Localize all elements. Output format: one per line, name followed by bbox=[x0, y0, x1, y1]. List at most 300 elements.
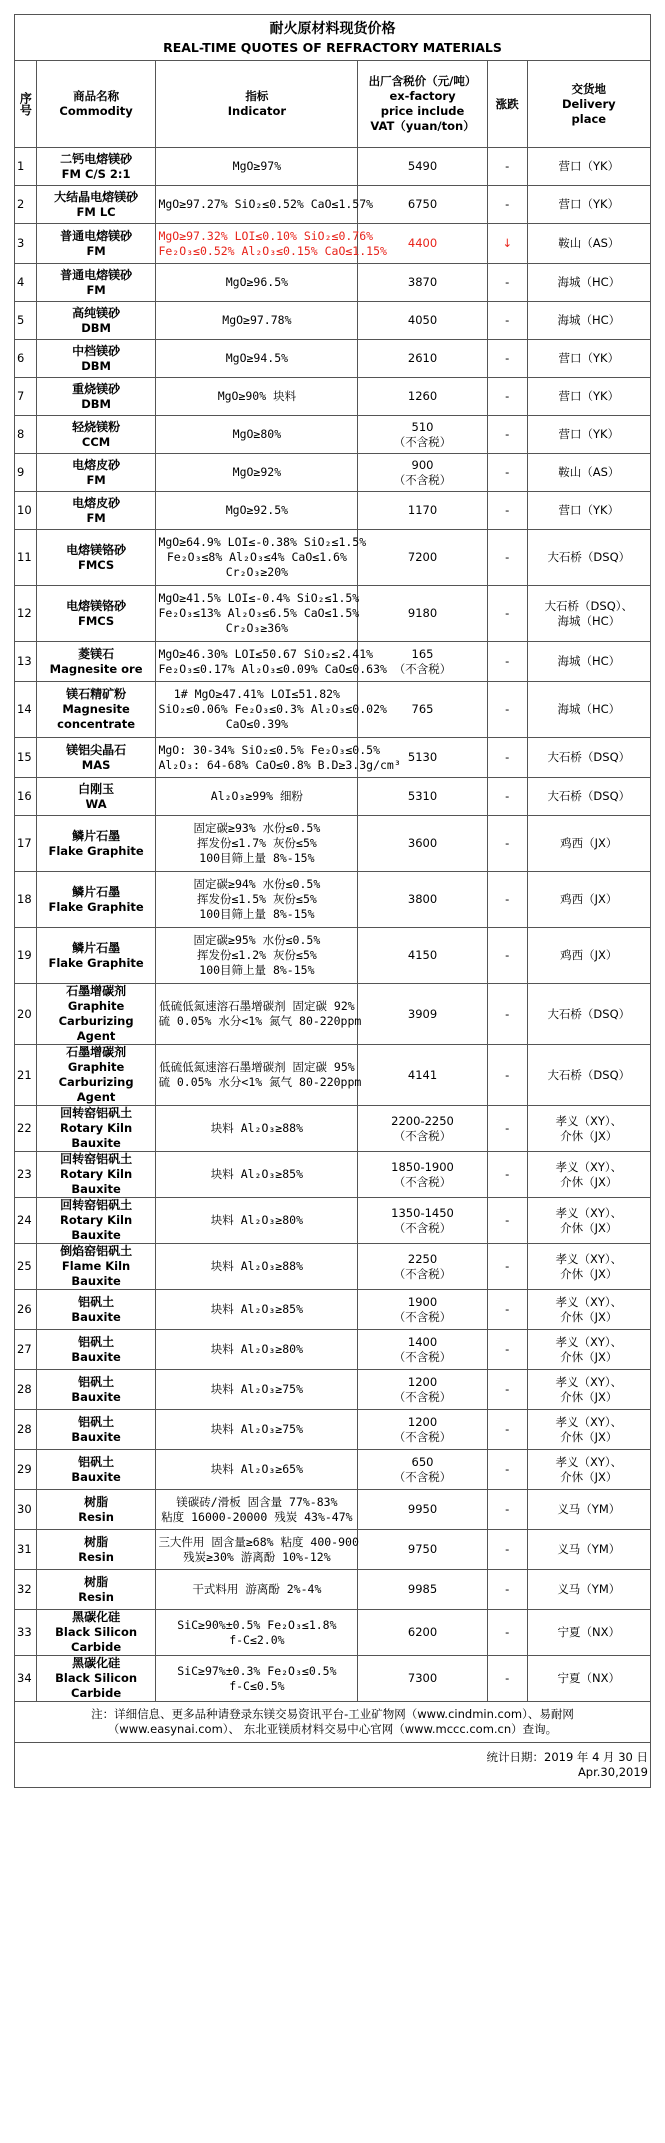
price-cell bbox=[358, 378, 487, 416]
row-index: 32 bbox=[17, 1582, 32, 1596]
indicator-line: 挥发份≤1.5% 灰份≤5% bbox=[196, 892, 317, 906]
table-row bbox=[15, 224, 651, 264]
change-value: - bbox=[505, 465, 510, 479]
delivery-place: 义马（YM） bbox=[557, 1542, 621, 1556]
row-index: 28 bbox=[17, 1382, 32, 1396]
place-cell bbox=[527, 416, 650, 454]
delivery-place: 营口（YK） bbox=[558, 389, 620, 403]
indicator-line: Cr₂O₃≥20% bbox=[225, 565, 289, 579]
price-cell bbox=[358, 1450, 487, 1490]
commodity-name-cn: 铝矾土 bbox=[78, 1294, 115, 1309]
change-value: - bbox=[505, 503, 510, 517]
commodity-cell bbox=[36, 1106, 156, 1152]
place-cell bbox=[527, 454, 650, 492]
row-index: 7 bbox=[17, 389, 25, 403]
delivery-place: 海城（HC） bbox=[557, 654, 621, 668]
indicator-line: 块料 Al₂O₃≥75% bbox=[210, 1422, 304, 1436]
place-cell bbox=[527, 816, 650, 872]
delivery-place: 介休（JX） bbox=[560, 1266, 618, 1281]
index-cell bbox=[15, 492, 37, 530]
indicator-cell bbox=[156, 186, 374, 224]
change-value: - bbox=[505, 550, 510, 564]
header-price-line: VAT（yuan/ton） bbox=[370, 119, 475, 133]
delivery-place: 宁夏（NX） bbox=[557, 1625, 621, 1639]
price-value: 5490 bbox=[407, 159, 438, 173]
index-cell bbox=[15, 530, 37, 586]
delivery-place: 孝义（XY）、 bbox=[555, 1159, 623, 1174]
change-cell bbox=[487, 1656, 527, 1702]
index-cell bbox=[15, 1045, 37, 1106]
delivery-place: 宁夏（NX） bbox=[557, 1671, 621, 1685]
indicator-line: Al₂O₃: 64-68% CaO≤0.8% B.D≥3.3g/cm³ bbox=[158, 757, 401, 772]
change-cell bbox=[487, 1490, 527, 1530]
table-row bbox=[15, 1106, 651, 1152]
indicator-cell bbox=[156, 1450, 358, 1490]
indicator-line: 块料 Al₂O₃≥80% bbox=[210, 1213, 304, 1227]
commodity-name-en: Black Silicon Carbide bbox=[55, 1671, 138, 1700]
price-cell bbox=[358, 1290, 487, 1330]
commodity-name-en: Magnesite ore bbox=[49, 661, 143, 676]
commodity-name-en: Resin bbox=[78, 1589, 114, 1604]
place-cell bbox=[527, 1370, 650, 1410]
header-place-cn: 交货地 bbox=[571, 81, 607, 96]
indicator-cell bbox=[156, 1152, 358, 1198]
change-value: - bbox=[505, 1671, 510, 1685]
indicator-line: MgO: 30-34% SiO₂≤0.5% Fe₂O₃≤0.5% bbox=[158, 742, 380, 757]
indicator-line: MgO≥97% bbox=[232, 159, 282, 173]
table-row bbox=[15, 682, 651, 738]
row-index: 12 bbox=[17, 606, 32, 620]
delivery-place: 海城（HC） bbox=[557, 313, 621, 327]
change-cell bbox=[487, 1410, 527, 1450]
delivery-place: 介休（JX） bbox=[560, 1389, 618, 1404]
indicator-cell bbox=[156, 1290, 358, 1330]
commodity-name-cn: 白刚玉 bbox=[78, 781, 115, 796]
place-cell bbox=[527, 340, 650, 378]
place-cell bbox=[527, 148, 650, 186]
row-index: 19 bbox=[17, 948, 32, 962]
commodity-cell bbox=[36, 872, 156, 928]
note-row bbox=[15, 1702, 651, 1743]
price-value: 3800 bbox=[407, 892, 438, 906]
commodity-cell bbox=[36, 1570, 156, 1610]
place-cell bbox=[527, 1106, 650, 1152]
indicator-line: SiO₂≤0.06% Fe₂O₃≤0.3% Al₂O₃≤0.02% bbox=[158, 702, 387, 716]
price-value: 1850-1900 bbox=[391, 1159, 454, 1174]
price-value: （不含税） bbox=[393, 1128, 452, 1143]
commodity-cell bbox=[36, 492, 156, 530]
header-price-line: price include bbox=[380, 104, 465, 118]
commodity-cell bbox=[36, 148, 156, 186]
commodity-cell bbox=[36, 642, 156, 682]
row-index: 6 bbox=[17, 351, 25, 365]
change-cell bbox=[487, 530, 527, 586]
commodity-name-en: Bauxite bbox=[71, 1309, 121, 1324]
table-row bbox=[15, 872, 651, 928]
row-index: 2 bbox=[17, 197, 25, 211]
indicator-line: 干式料用 游离酚 2%-4% bbox=[192, 1582, 322, 1596]
price-cell bbox=[358, 1656, 487, 1702]
price-value: 765 bbox=[411, 702, 434, 716]
indicator-line: Al₂O₃≥99% 细粉 bbox=[210, 789, 304, 803]
header-index-label: 序号 bbox=[18, 92, 33, 116]
indicator-line: f-C≤0.5% bbox=[229, 1678, 285, 1693]
table-row bbox=[15, 738, 651, 778]
commodity-name-en: Black Silicon Carbide bbox=[55, 1625, 138, 1654]
place-cell bbox=[527, 1656, 650, 1702]
row-index: 18 bbox=[17, 892, 32, 906]
table-row bbox=[15, 1152, 651, 1198]
delivery-place: 大石桥（DSQ） bbox=[547, 1067, 631, 1082]
commodity-name-cn: 电熔镁铬砂 bbox=[66, 598, 127, 613]
place-cell bbox=[527, 1152, 650, 1198]
indicator-cell bbox=[156, 642, 387, 682]
change-cell bbox=[487, 1106, 527, 1152]
price-value: 3600 bbox=[407, 836, 438, 850]
price-value: 9985 bbox=[407, 1582, 438, 1596]
commodity-cell bbox=[36, 738, 156, 778]
change-cell bbox=[487, 302, 527, 340]
change-cell bbox=[487, 264, 527, 302]
delivery-place: 义马（YM） bbox=[557, 1502, 621, 1516]
stat-cell bbox=[15, 1743, 651, 1788]
place-cell bbox=[527, 1330, 650, 1370]
delivery-place: 鞍山（AS） bbox=[558, 236, 620, 250]
price-cell bbox=[358, 264, 487, 302]
indicator-line: SiC≥90%±0.5% Fe₂O₃≤1.8% bbox=[177, 1617, 337, 1632]
change-cell bbox=[487, 738, 527, 778]
index-cell bbox=[15, 148, 37, 186]
commodity-name-cn: 轻烧镁粉 bbox=[72, 419, 121, 434]
commodity-name-cn: 铝矾土 bbox=[78, 1414, 115, 1429]
commodity-name-en: FM bbox=[86, 472, 106, 487]
commodity-name-en: FM C/S 2:1 bbox=[61, 166, 131, 181]
delivery-place: 营口（YK） bbox=[558, 351, 620, 365]
price-cell bbox=[358, 816, 487, 872]
indicator-line: 100目筛上量 8%-15% bbox=[199, 907, 315, 921]
change-value: - bbox=[505, 351, 510, 365]
change-cell bbox=[487, 1290, 527, 1330]
commodity-cell bbox=[36, 1290, 156, 1330]
indicator-cell bbox=[156, 378, 358, 416]
change-value: - bbox=[505, 1342, 510, 1356]
delivery-place: 鸡西（JX） bbox=[560, 836, 618, 850]
commodity-name-en: Rotary Kiln Bauxite bbox=[60, 1213, 133, 1242]
indicator-line: SiC≥97%±0.3% Fe₂O₃≤0.5% bbox=[177, 1663, 337, 1678]
change-value: - bbox=[505, 1502, 510, 1516]
commodity-name-en: Rotary Kiln Bauxite bbox=[60, 1121, 133, 1150]
note-line: （www.easynai.com）、 东北亚镁质材料交易中心官网（www.mccc.com.cn）查询。 bbox=[107, 1722, 558, 1736]
indicator-line: 块料 Al₂O₃≥75% bbox=[210, 1382, 304, 1396]
commodity-cell bbox=[36, 1370, 156, 1410]
place-cell bbox=[527, 1450, 650, 1490]
commodity-name-en: FM LC bbox=[76, 204, 116, 219]
place-cell bbox=[527, 984, 650, 1045]
change-cell bbox=[487, 1530, 527, 1570]
price-value: （不含税） bbox=[393, 1266, 452, 1281]
commodity-cell bbox=[36, 378, 156, 416]
delivery-place: 孝义（XY）、 bbox=[555, 1113, 623, 1128]
indicator-line: 100目筛上量 8%-15% bbox=[199, 851, 315, 865]
indicator-line: 固定碳≥93% 水份≤0.5% bbox=[193, 821, 321, 835]
index-cell bbox=[15, 1656, 37, 1702]
delivery-place: 义马（YM） bbox=[557, 1582, 621, 1596]
change-value: - bbox=[505, 1067, 510, 1082]
price-value: （不含税） bbox=[393, 434, 452, 449]
header-index bbox=[15, 61, 37, 148]
commodity-name-en: DBM bbox=[81, 358, 111, 373]
header-indicator-cn: 指标 bbox=[245, 89, 269, 103]
index-cell bbox=[15, 1490, 37, 1530]
change-cell bbox=[487, 186, 527, 224]
index-cell bbox=[15, 586, 37, 642]
price-value: 7300 bbox=[407, 1671, 438, 1685]
row-index: 30 bbox=[17, 1502, 32, 1516]
price-value: 1200 bbox=[407, 1414, 438, 1429]
price-value: （不含税） bbox=[393, 1389, 452, 1404]
commodity-name-en: FM bbox=[86, 510, 106, 525]
table-row bbox=[15, 816, 651, 872]
note-cell bbox=[15, 1702, 651, 1743]
indicator-line: 块料 Al₂O₃≥85% bbox=[210, 1167, 304, 1181]
commodity-cell bbox=[36, 1045, 156, 1106]
price-value: 6750 bbox=[407, 197, 438, 211]
commodity-name-cn: 普通电熔镁砂 bbox=[60, 228, 133, 243]
price-cell bbox=[358, 530, 487, 586]
price-value: 2610 bbox=[407, 351, 438, 365]
indicator-line: f-C≤2.0% bbox=[229, 1632, 285, 1647]
indicator-cell bbox=[156, 1490, 358, 1530]
indicator-cell bbox=[156, 1570, 358, 1610]
commodity-name-en: Bauxite bbox=[71, 1429, 121, 1444]
index-cell bbox=[15, 984, 37, 1045]
indicator-line: MgO≥41.5% LOI≤-0.4% SiO₂≤1.5% bbox=[158, 591, 360, 605]
commodity-name-en: FM bbox=[86, 282, 106, 297]
header-indicator bbox=[156, 61, 358, 148]
price-value: 1260 bbox=[407, 389, 438, 403]
price-cell bbox=[358, 1244, 487, 1290]
change-value: - bbox=[505, 1259, 510, 1273]
index-cell bbox=[15, 816, 37, 872]
header-price-line: ex-factory bbox=[389, 89, 456, 103]
change-value: - bbox=[505, 275, 510, 289]
place-cell bbox=[527, 1045, 650, 1106]
change-cell bbox=[487, 1370, 527, 1410]
commodity-name-cn: 树脂 bbox=[84, 1574, 109, 1589]
place-cell bbox=[527, 586, 650, 642]
change-value: - bbox=[505, 654, 510, 668]
header-change-label: 涨跌 bbox=[495, 96, 519, 111]
index-cell bbox=[15, 928, 37, 984]
price-value: 165 bbox=[411, 646, 434, 661]
indicator-line: 三大件用 固含量≥68% 粘度 400-900 bbox=[158, 1534, 359, 1549]
index-cell bbox=[15, 642, 37, 682]
commodity-name-en: DBM bbox=[81, 320, 111, 335]
commodity-name-en: Flake Graphite bbox=[48, 955, 144, 970]
commodity-name-cn: 铝矾土 bbox=[78, 1374, 115, 1389]
indicator-line: MgO≥90% 块料 bbox=[217, 389, 297, 403]
table-row bbox=[15, 1570, 651, 1610]
price-value: 4141 bbox=[407, 1067, 438, 1082]
indicator-line: Cr₂O₃≥36% bbox=[225, 621, 289, 635]
indicator-line: Fe₂O₃≤8% Al₂O₃≤4% CaO≤1.6% bbox=[166, 550, 347, 564]
price-cell bbox=[358, 586, 487, 642]
title-cell bbox=[15, 15, 651, 61]
indicator-line: 块料 Al₂O₃≥80% bbox=[210, 1342, 304, 1356]
place-cell bbox=[527, 1198, 650, 1244]
commodity-name-en: CCM bbox=[81, 434, 111, 449]
row-index: 29 bbox=[17, 1462, 32, 1476]
change-value: - bbox=[505, 1302, 510, 1316]
change-cell bbox=[487, 224, 527, 264]
commodity-name-cn: 石墨增碳剂 bbox=[66, 1045, 127, 1059]
commodity-name-en: Flake Graphite bbox=[48, 843, 144, 858]
indicator-line: 低硫低氮速溶石墨增碳剂 固定碳 92% bbox=[159, 999, 355, 1013]
row-index: 27 bbox=[17, 1342, 32, 1356]
commodity-cell bbox=[36, 984, 156, 1045]
change-cell bbox=[487, 1610, 527, 1656]
header-place-en2: place bbox=[571, 111, 607, 126]
price-value: 1200 bbox=[407, 1374, 438, 1389]
commodity-cell bbox=[36, 530, 156, 586]
indicator-line: 低硫低氮速溶石墨增碳剂 固定碳 95% bbox=[159, 1060, 355, 1074]
row-index: 21 bbox=[17, 1067, 32, 1082]
indicator-line: MgO≥97.32% LOI≤0.10% SiO₂≤0.76% bbox=[158, 228, 374, 243]
row-index: 1 bbox=[17, 159, 25, 173]
place-cell bbox=[527, 1610, 650, 1656]
place-cell bbox=[527, 186, 650, 224]
change-value: - bbox=[505, 948, 510, 962]
indicator-cell bbox=[156, 454, 358, 492]
delivery-place: 介休（JX） bbox=[560, 1429, 618, 1444]
table-row bbox=[15, 530, 651, 586]
change-cell bbox=[487, 1244, 527, 1290]
indicator-line: MgO≥64.9% LOI≤-0.38% SiO₂≤1.5% bbox=[158, 535, 367, 549]
delivery-place: 营口（YK） bbox=[558, 503, 620, 517]
indicator-line: MgO≥46.30% LOI≤50.67 SiO₂≤2.41% bbox=[158, 646, 374, 661]
price-value: 9750 bbox=[407, 1542, 438, 1556]
commodity-name-en: Flame Kiln Bauxite bbox=[61, 1259, 131, 1288]
index-cell bbox=[15, 738, 37, 778]
delivery-place: 大石桥（DSQ） bbox=[547, 750, 631, 764]
commodity-name-en: Bauxite bbox=[71, 1389, 121, 1404]
place-cell bbox=[527, 1410, 650, 1450]
price-value: 900 bbox=[411, 457, 434, 472]
row-index: 5 bbox=[17, 313, 25, 327]
table-row bbox=[15, 1656, 651, 1702]
stat-row bbox=[15, 1743, 651, 1788]
price-cell bbox=[358, 186, 487, 224]
commodity-name-cn: 中档镁砂 bbox=[72, 343, 121, 358]
price-value: 7200 bbox=[407, 550, 438, 564]
delivery-place: 营口（YK） bbox=[558, 197, 620, 211]
change-value: - bbox=[505, 427, 510, 441]
price-table bbox=[14, 14, 651, 1788]
change-value: - bbox=[505, 789, 510, 803]
header-place bbox=[527, 61, 650, 148]
delivery-place: 孝义（XY）、 bbox=[555, 1334, 623, 1349]
indicator-line: MgO≥94.5% bbox=[225, 351, 289, 365]
index-cell bbox=[15, 778, 37, 816]
row-index: 23 bbox=[17, 1167, 32, 1181]
table-row bbox=[15, 340, 651, 378]
commodity-name-cn: 高纯镁砂 bbox=[72, 305, 121, 320]
commodity-cell bbox=[36, 264, 156, 302]
indicator-line: MgO≥92% bbox=[232, 465, 282, 479]
price-value: 650 bbox=[411, 1454, 434, 1469]
row-index: 16 bbox=[17, 789, 32, 803]
place-cell bbox=[527, 1490, 650, 1530]
change-cell bbox=[487, 148, 527, 186]
commodity-name-cn: 电熔皮砂 bbox=[72, 457, 121, 472]
delivery-place: 大石桥（DSQ） bbox=[547, 789, 631, 803]
index-cell bbox=[15, 1610, 37, 1656]
table-row bbox=[15, 1530, 651, 1570]
table-row bbox=[15, 416, 651, 454]
commodity-cell bbox=[36, 302, 156, 340]
price-cell bbox=[358, 1490, 487, 1530]
delivery-place: 大石桥（DSQ）、 bbox=[544, 598, 634, 613]
commodity-name-cn: 镁铝尖晶石 bbox=[66, 742, 127, 757]
price-cell bbox=[358, 984, 487, 1045]
index-cell bbox=[15, 1370, 37, 1410]
table-row bbox=[15, 1330, 651, 1370]
index-cell bbox=[15, 186, 37, 224]
change-value: - bbox=[505, 606, 510, 620]
indicator-cell bbox=[156, 1330, 358, 1370]
change-value: - bbox=[505, 1542, 510, 1556]
indicator-line: CaO≤0.39% bbox=[225, 717, 289, 731]
commodity-name-cn: 回转窑铝矾土 bbox=[60, 1198, 133, 1212]
commodity-name-cn: 黑碳化硅 bbox=[72, 1656, 121, 1670]
delivery-place: 鸡西（JX） bbox=[560, 892, 618, 906]
indicator-line: 挥发份≤1.2% 灰份≤5% bbox=[196, 948, 317, 962]
delivery-place: 介休（JX） bbox=[560, 1309, 618, 1324]
header-change bbox=[487, 61, 527, 148]
change-value: - bbox=[505, 1462, 510, 1476]
indicator-line: 粘度 16000-20000 残炭 43%-47% bbox=[161, 1509, 353, 1524]
place-cell bbox=[527, 378, 650, 416]
table-row bbox=[15, 778, 651, 816]
commodity-name-en: FM bbox=[86, 243, 106, 258]
delivery-place: 孝义（XY）、 bbox=[555, 1205, 623, 1220]
change-value: - bbox=[505, 1167, 510, 1181]
header-commodity-en: Commodity bbox=[59, 104, 133, 118]
price-value: 4050 bbox=[407, 313, 438, 327]
index-cell bbox=[15, 1450, 37, 1490]
commodity-cell bbox=[36, 1410, 156, 1450]
place-cell bbox=[527, 1290, 650, 1330]
change-value: - bbox=[505, 1121, 510, 1135]
commodity-name-en: WA bbox=[85, 796, 107, 811]
commodity-name-en: Flake Graphite bbox=[48, 899, 144, 914]
index-cell bbox=[15, 1290, 37, 1330]
index-cell bbox=[15, 224, 37, 264]
stat-date-en: Apr.30,2019 bbox=[577, 1765, 648, 1779]
delivery-place: 营口（YK） bbox=[558, 427, 620, 441]
place-cell bbox=[527, 738, 650, 778]
commodity-cell bbox=[36, 1656, 156, 1702]
commodity-cell bbox=[36, 1244, 156, 1290]
commodity-name-cn: 树脂 bbox=[84, 1494, 109, 1509]
header-commodity bbox=[36, 61, 156, 148]
delivery-place: 孝义（XY）、 bbox=[555, 1251, 623, 1266]
row-index: 4 bbox=[17, 275, 25, 289]
commodity-name-cn: 鳞片石墨 bbox=[72, 884, 121, 899]
place-cell bbox=[527, 264, 650, 302]
price-value: （不含税） bbox=[393, 1469, 452, 1484]
delivery-place: 海城（HC） bbox=[557, 613, 621, 628]
